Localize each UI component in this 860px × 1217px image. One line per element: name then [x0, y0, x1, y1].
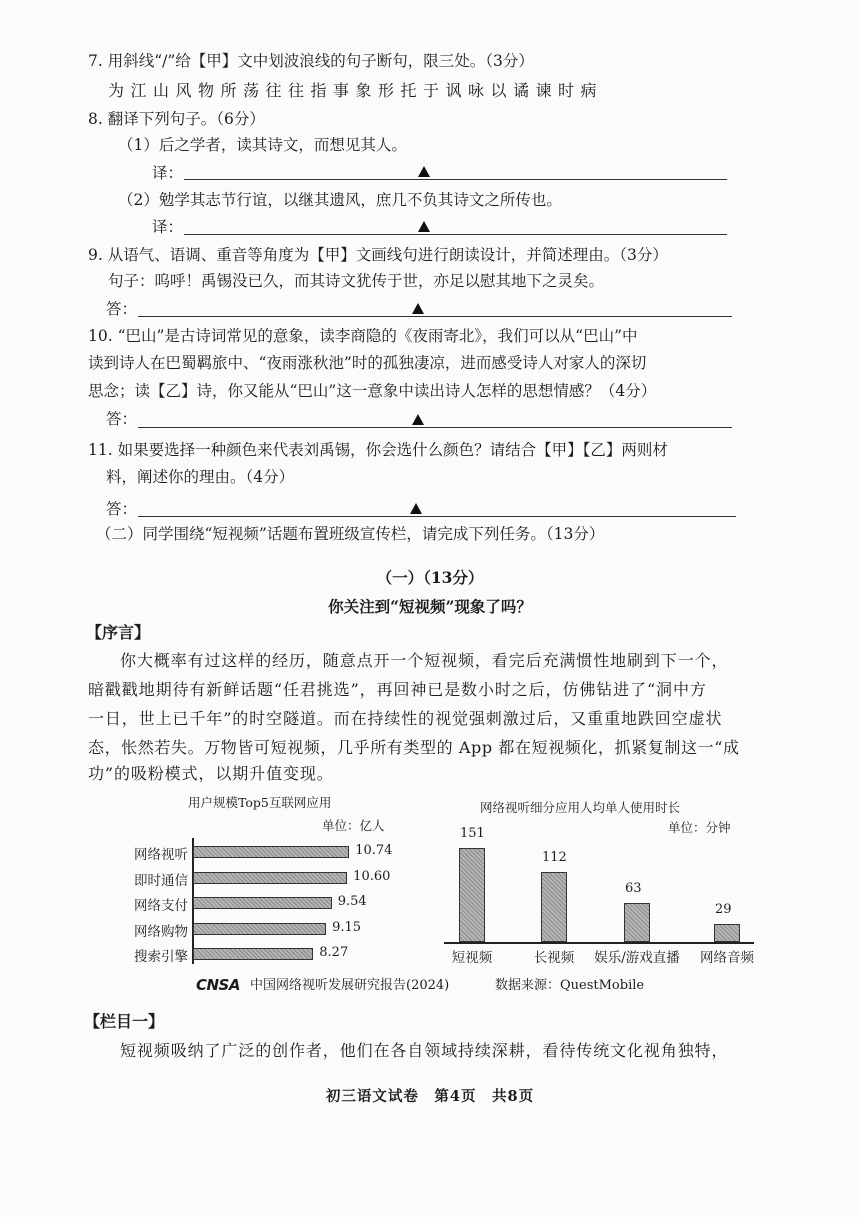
translate-label-2: 译：: [152, 218, 184, 236]
chart-1-value-label: 8.27: [319, 945, 349, 960]
preface-label: 【序言】: [86, 623, 151, 642]
chart-1-value-label: 9.54: [337, 894, 367, 909]
chart-2-category-label: 网络音频: [700, 950, 754, 966]
subsection-title: 你关注到“短视频”现象了吗？: [328, 597, 532, 616]
question-11-line-2: 料，阐述你的理由。（4分）: [106, 468, 295, 486]
chart-1-category-label: 网络支付: [134, 898, 188, 914]
answer-marker-icon: [418, 221, 430, 232]
chart-2-value-label: 112: [542, 850, 567, 865]
question-10-line-3: 思念；读【乙】诗，你又能从“巴山”这一意象中读出诗人怎样的思想情感？（4分）: [88, 382, 657, 400]
question-10-line-1: 10. “巴山”是古诗词常见的意象，读李商隐的《夜雨寄北》，我们可以从“巴山”中: [88, 327, 638, 345]
chart-2-bar: [541, 872, 567, 942]
chart-1-category-label: 搜索引擎: [134, 949, 188, 965]
chart-1-bar: [193, 948, 313, 960]
chart-1-category-label: 网络视听: [134, 847, 188, 863]
column-1-label: 【栏目一】: [84, 1012, 165, 1031]
preface-line-3: 一日，世上已千年”的时空隧道。而在持续性的视觉强刺激过后，又重重地跌回空虚状: [88, 709, 723, 728]
question-7: 7. 用斜线“/”给【甲】文中划波浪线的句子断句，限三处。（3分）: [88, 52, 534, 70]
chart-1-value-label: 9.15: [332, 919, 362, 935]
translate-label-1: 译：: [152, 164, 184, 182]
chart-2-bar: [714, 924, 740, 942]
chart-2-value-label: 63: [625, 880, 642, 896]
chart-2-value-label: 29: [715, 901, 732, 917]
chart-1-category-label: 即时通信: [134, 872, 188, 889]
answer-label-11: 答：: [106, 500, 138, 518]
chart-2-axis: [444, 942, 754, 944]
chart-2-unit: 单位：分钟: [668, 820, 731, 835]
answer-blank-9[interactable]: [138, 316, 732, 317]
preface-line-1: 你大概率有过这样的经历，随意点开一个短视频，看完后充满惯性地刷到下一个，: [120, 651, 729, 670]
answer-label-10: 答：: [106, 410, 138, 428]
answer-marker-icon: [418, 166, 430, 177]
preface-line-2: 暗戳戳地期待有新鲜话题“任君挑选”，再回神已是数小时之后，仿佛钻进了“洞中方: [88, 680, 707, 699]
question-8-sentence-1: （1）后之学者，读其诗文，而想见其人。: [118, 136, 407, 154]
answer-blank-8-2[interactable]: [184, 234, 727, 235]
chart-2-bar: [459, 848, 485, 942]
column-1-line-1: 短视频吸纳了广泛的创作者，他们在各自领域持续深耕，看待传统文化视角独特，: [120, 1041, 729, 1060]
chart-2-title: 网络视听细分应用人均单人使用时长: [480, 800, 681, 815]
section-2-heading: （二）同学围绕“短视频”话题布置班级宣传栏，请完成下列任务。（13分）: [96, 525, 605, 543]
question-9: 9. 从语气、语调、重音等角度为【甲】文画线句进行朗读设计，并简述理由。（3分）: [88, 246, 668, 264]
chart-source-report: 中国网络视听发展研究报告(2024): [250, 978, 450, 993]
answer-marker-icon: [412, 414, 424, 425]
answer-blank-10[interactable]: [138, 427, 732, 428]
chart-1-value-label: 10.74: [355, 843, 393, 858]
chart-1-title: 用户规模Top5互联网应用: [188, 795, 332, 810]
answer-marker-icon: [412, 303, 424, 314]
subsection-heading: （一）（13分）: [376, 568, 484, 587]
chart-1-category-label: 网络购物: [134, 923, 188, 940]
answer-label-9: 答：: [106, 300, 138, 318]
question-8: 8. 翻译下列句子。（6分）: [88, 110, 265, 128]
answer-blank-11[interactable]: [138, 516, 736, 517]
chart-1-unit: 单位：亿人: [322, 818, 385, 833]
question-9-sentence: 句子：呜呼！禹锡没已久，而其诗文犹传于世，亦足以慰其地下之灵矣。: [108, 272, 605, 290]
answer-blank-8-1[interactable]: [184, 179, 727, 180]
chart-source-data: 数据来源：QuestMobile: [495, 978, 645, 993]
chart-1-bar: [193, 846, 349, 858]
chart-1-value-label: 10.60: [353, 868, 391, 884]
chart-2-category-label: 短视频: [451, 950, 493, 966]
question-10-line-2: 读到诗人在巴蜀羁旅中、“夜雨涨秋池”时的孤独凄凉，进而感受诗人对家人的深切: [88, 354, 647, 372]
cnsa-logo: CNSA: [196, 976, 240, 994]
preface-line-5: 功”的吸粉模式，以期升值变现。: [88, 764, 334, 783]
question-7-sentence: 为江山风物所荡往往指事象形托于讽咏以谲谏时病: [108, 81, 604, 100]
page-footer: 初三语文试卷 第4页 共8页: [325, 1088, 535, 1105]
chart-2-value-label: 151: [460, 825, 485, 841]
chart-2-category-label: 长视频: [533, 950, 575, 966]
question-8-sentence-2: （2）勉学其志节行谊，以继其遗风，庶几不负其诗文之所传也。: [118, 191, 562, 209]
preface-line-4: 态，怅然若失。万物皆可短视频，几乎所有类型的 App 都在短视频化，抓紧复制这一“成: [88, 738, 740, 757]
chart-2-bar: [624, 903, 650, 942]
question-11-line-1: 11. 如果要选择一种颜色来代表刘禹锡，你会选什么颜色？请结合【甲】【乙】两则材: [88, 441, 668, 459]
answer-marker-icon: [410, 503, 422, 514]
chart-1-bar: [193, 897, 332, 909]
chart-1-bar: [193, 923, 326, 935]
chart-1-bar: [193, 872, 347, 884]
chart-2-category-label: 娱乐/游戏直播: [594, 950, 680, 966]
